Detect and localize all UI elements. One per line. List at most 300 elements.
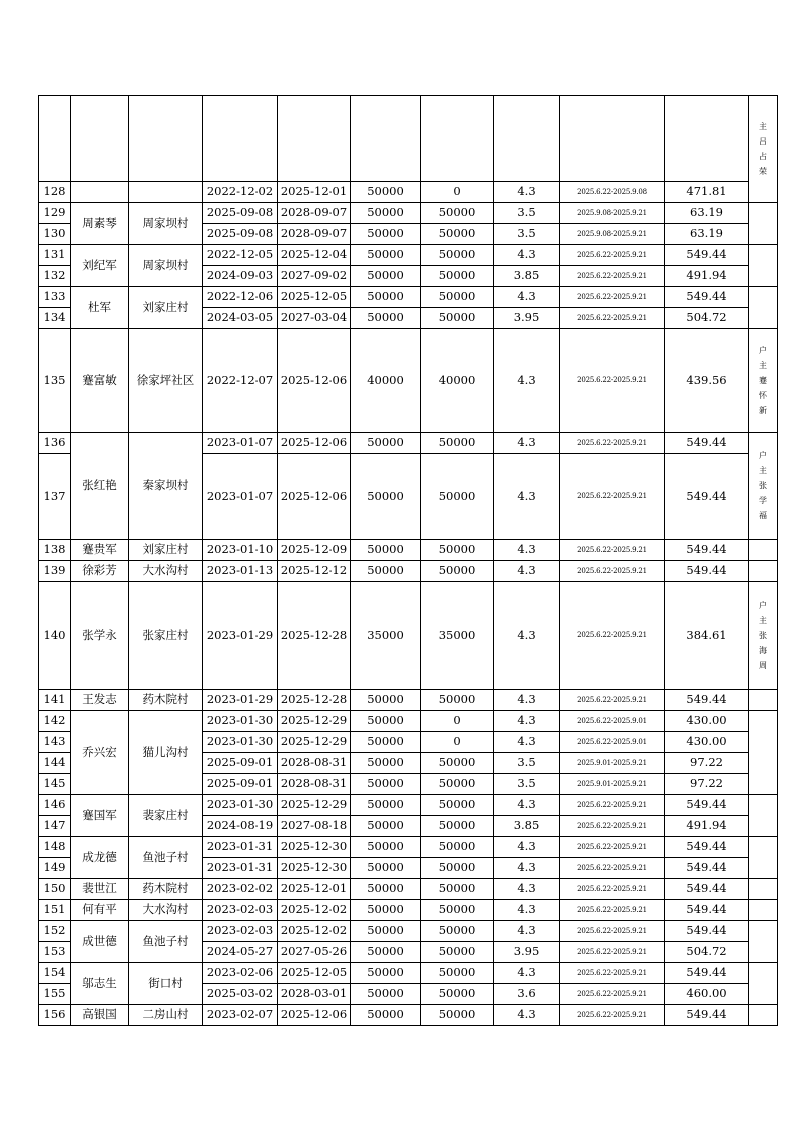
loan-amount: 50000 (351, 433, 421, 454)
row-number: 130 (39, 224, 71, 245)
interest-rate: 3.85 (494, 816, 560, 837)
interest-rate: 3.85 (494, 266, 560, 287)
loan-start-date: 2025-09-01 (203, 774, 278, 795)
loan-end-date: 2025-12-28 (278, 690, 351, 711)
village-name: 鱼池子村 (129, 837, 203, 879)
table-row (39, 329, 778, 433)
loan-amount: 50000 (351, 308, 421, 329)
loan-amount: 50000 (351, 774, 421, 795)
table-row (39, 690, 778, 711)
loan-start-date: 2023-01-10 (203, 540, 278, 561)
loan-start-date: 2024-09-03 (203, 266, 278, 287)
table-row (39, 1005, 778, 1026)
loan-start-date: 2022-12-06 (203, 287, 278, 308)
loan-end-date: 2025-12-05 (278, 963, 351, 984)
loan-start-date: 2025-03-02 (203, 984, 278, 1005)
table-row (39, 203, 778, 224)
loan-balance: 50000 (421, 816, 494, 837)
loan-balance: 50000 (421, 942, 494, 963)
subsidy-period: 2025.6.22-2025.9.21 (560, 963, 665, 984)
borrower-name: 周素琴 (71, 203, 129, 245)
row-number: 141 (39, 690, 71, 711)
loan-start-date: 2023-02-03 (203, 921, 278, 942)
interest-rate: 4.3 (494, 711, 560, 732)
loan-amount: 50000 (351, 837, 421, 858)
borrower-name: 何有平 (71, 900, 129, 921)
subsidy-period: 2025.9.01-2025.9.21 (560, 774, 665, 795)
loan-end-date: 2027-05-26 (278, 942, 351, 963)
row-number: 156 (39, 1005, 71, 1026)
subsidy-amount: 471.81 (665, 182, 749, 203)
loan-end-date: 2025-12-02 (278, 921, 351, 942)
loan-start-date: 2023-01-30 (203, 795, 278, 816)
remark-cell (749, 203, 778, 245)
remark-cell (749, 245, 778, 287)
remark-cell: 户 主 张 学 福 (749, 433, 778, 540)
row-number: 133 (39, 287, 71, 308)
interest-rate: 4.3 (494, 582, 560, 690)
loan-start-date: 2023-01-07 (203, 454, 278, 540)
loan-end-date: 2025-12-09 (278, 540, 351, 561)
village-name (129, 182, 203, 203)
row-number: 131 (39, 245, 71, 266)
loan-end-date: 2025-12-06 (278, 433, 351, 454)
loan-amount: 50000 (351, 561, 421, 582)
loan-amount: 50000 (351, 942, 421, 963)
subsidy-period: 2025.6.22-2025.9.21 (560, 858, 665, 879)
remark-cell (749, 900, 778, 921)
subsidy-period: 2025.6.22-2025.9.21 (560, 287, 665, 308)
borrower-name: 刘纪军 (71, 245, 129, 287)
loan-balance: 50000 (421, 266, 494, 287)
interest-rate: 4.3 (494, 433, 560, 454)
village-name: 鱼池子村 (129, 921, 203, 963)
remark-cell (749, 921, 778, 963)
subsidy-amount: 491.94 (665, 266, 749, 287)
loan-end-date: 2025-12-06 (278, 454, 351, 540)
interest-rate: 4.3 (494, 1005, 560, 1026)
loan-end-date: 2025-12-29 (278, 732, 351, 753)
loan-start-date: 2022-12-05 (203, 245, 278, 266)
subsidy-period: 2025.6.22-2025.9.21 (560, 1005, 665, 1026)
loan-amount: 50000 (351, 858, 421, 879)
row-number: 145 (39, 774, 71, 795)
row-number: 147 (39, 816, 71, 837)
table-row (39, 900, 778, 921)
subsidy-period: 2025.6.22-2025.9.21 (560, 879, 665, 900)
loan-start-date: 2023-02-06 (203, 963, 278, 984)
loan-interest-table (38, 95, 778, 1026)
borrower-name: 张学永 (71, 582, 129, 690)
borrower-name: 乔兴宏 (71, 711, 129, 795)
remark-cell (749, 711, 778, 795)
loan-balance: 50000 (421, 879, 494, 900)
loan-balance: 50000 (421, 245, 494, 266)
loan-start-date: 2023-01-13 (203, 561, 278, 582)
interest-rate: 4.3 (494, 963, 560, 984)
subsidy-amount: 430.00 (665, 732, 749, 753)
loan-amount: 50000 (351, 287, 421, 308)
subsidy-period: 2025.6.22-2025.9.21 (560, 433, 665, 454)
subsidy-period: 2025.9.01-2025.9.21 (560, 753, 665, 774)
village-name: 刘家庄村 (129, 287, 203, 329)
loan-end-date: 2025-12-04 (278, 245, 351, 266)
table-row (39, 711, 778, 732)
subsidy-amount: 549.44 (665, 963, 749, 984)
subsidy-period: 2025.6.22-2025.9.21 (560, 921, 665, 942)
loan-start-date: 2024-08-19 (203, 816, 278, 837)
table-row (39, 540, 778, 561)
loan-end-date: 2027-03-04 (278, 308, 351, 329)
loan-balance: 50000 (421, 900, 494, 921)
loan-balance: 50000 (421, 795, 494, 816)
row-number: 148 (39, 837, 71, 858)
remark-cell (749, 795, 778, 837)
borrower-name: 杜军 (71, 287, 129, 329)
loan-end-date: 2028-09-07 (278, 203, 351, 224)
row-number: 155 (39, 984, 71, 1005)
loan-balance: 50000 (421, 921, 494, 942)
table-row (39, 561, 778, 582)
row-number: 139 (39, 561, 71, 582)
interest-rate: 4.3 (494, 561, 560, 582)
loan-start-date: 2023-01-30 (203, 711, 278, 732)
loan-start-date: 2023-01-30 (203, 732, 278, 753)
subsidy-period: 2025.6.22-2025.9.21 (560, 561, 665, 582)
interest-rate: 4.3 (494, 690, 560, 711)
loan-start-date: 2022-12-02 (203, 182, 278, 203)
loan-balance: 35000 (421, 582, 494, 690)
subsidy-period: 2025.6.22-2025.9.21 (560, 540, 665, 561)
subsidy-amount: 549.44 (665, 690, 749, 711)
loan-balance: 50000 (421, 963, 494, 984)
subsidy-period: 2025.6.22-2025.9.21 (560, 942, 665, 963)
interest-rate: 3.95 (494, 942, 560, 963)
loan-balance: 50000 (421, 224, 494, 245)
row-number: 144 (39, 753, 71, 774)
loan-end-date: 2025-12-29 (278, 795, 351, 816)
interest-rate: 4.3 (494, 795, 560, 816)
loan-amount: 50000 (351, 984, 421, 1005)
loan-end-date: 2025-12-01 (278, 879, 351, 900)
loan-end-date: 2025-12-29 (278, 711, 351, 732)
loan-amount: 50000 (351, 732, 421, 753)
loan-amount: 50000 (351, 900, 421, 921)
subsidy-amount: 549.44 (665, 921, 749, 942)
row-number: 136 (39, 433, 71, 454)
interest-rate: 3.6 (494, 984, 560, 1005)
remark-cell (749, 287, 778, 329)
loan-amount: 35000 (351, 582, 421, 690)
loan-amount: 50000 (351, 921, 421, 942)
loan-balance: 50000 (421, 774, 494, 795)
loan-end-date: 2028-09-07 (278, 224, 351, 245)
table-row-continuation (39, 96, 778, 182)
loan-amount: 50000 (351, 690, 421, 711)
row-number: 151 (39, 900, 71, 921)
interest-rate: 3.5 (494, 753, 560, 774)
borrower-name: 王发志 (71, 690, 129, 711)
loan-amount: 50000 (351, 454, 421, 540)
village-name: 刘家庄村 (129, 540, 203, 561)
table-row (39, 245, 778, 266)
loan-amount: 50000 (351, 816, 421, 837)
loan-balance: 50000 (421, 308, 494, 329)
loan-amount: 50000 (351, 879, 421, 900)
subsidy-amount: 549.44 (665, 1005, 749, 1026)
subsidy-period: 2025.6.22-2025.9.21 (560, 582, 665, 690)
table-row (39, 582, 778, 690)
loan-end-date: 2025-12-30 (278, 837, 351, 858)
village-name: 二房山村 (129, 1005, 203, 1026)
row-number: 128 (39, 182, 71, 203)
remark-cell: 户 主 蹇 怀 新 (749, 329, 778, 433)
loan-amount: 40000 (351, 329, 421, 433)
subsidy-period: 2025.6.22-2025.9.21 (560, 900, 665, 921)
loan-balance: 50000 (421, 753, 494, 774)
subsidy-amount: 549.44 (665, 454, 749, 540)
subsidy-amount: 384.61 (665, 582, 749, 690)
table-row (39, 287, 778, 308)
loan-end-date: 2025-12-02 (278, 900, 351, 921)
loan-end-date: 2025-12-05 (278, 287, 351, 308)
loan-balance: 50000 (421, 837, 494, 858)
row-number: 134 (39, 308, 71, 329)
village-name: 徐家坪社区 (129, 329, 203, 433)
borrower-name: 蹇富敏 (71, 329, 129, 433)
interest-rate: 3.5 (494, 774, 560, 795)
loan-start-date: 2023-01-07 (203, 433, 278, 454)
interest-rate: 4.3 (494, 454, 560, 540)
village-name: 张家庄村 (129, 582, 203, 690)
interest-rate: 4.3 (494, 540, 560, 561)
remark-cell (749, 963, 778, 1005)
village-name: 药木院村 (129, 879, 203, 900)
loan-balance: 0 (421, 732, 494, 753)
loan-balance: 40000 (421, 329, 494, 433)
table-row (39, 837, 778, 858)
borrower-name: 成龙德 (71, 837, 129, 879)
loan-balance: 50000 (421, 561, 494, 582)
interest-rate: 4.3 (494, 245, 560, 266)
interest-rate: 3.95 (494, 308, 560, 329)
subsidy-amount: 549.44 (665, 858, 749, 879)
remark-cell: 主 吕 占 荣 (749, 96, 778, 203)
loan-end-date: 2025-12-01 (278, 182, 351, 203)
village-name: 大水沟村 (129, 900, 203, 921)
subsidy-period: 2025.6.22-2025.9.21 (560, 454, 665, 540)
interest-rate: 4.3 (494, 921, 560, 942)
subsidy-amount: 439.56 (665, 329, 749, 433)
loan-start-date: 2022-12-07 (203, 329, 278, 433)
subsidy-period: 2025.6.22-2025.9.21 (560, 329, 665, 433)
loan-balance: 0 (421, 182, 494, 203)
loan-balance: 50000 (421, 287, 494, 308)
interest-rate: 4.3 (494, 837, 560, 858)
remark-cell (749, 1005, 778, 1026)
subsidy-amount: 549.44 (665, 837, 749, 858)
loan-amount: 50000 (351, 540, 421, 561)
subsidy-amount: 549.44 (665, 900, 749, 921)
subsidy-period: 2025.6.22-2025.9.21 (560, 308, 665, 329)
loan-start-date: 2024-05-27 (203, 942, 278, 963)
subsidy-period: 2025.6.22-2025.9.21 (560, 795, 665, 816)
remark-cell (749, 540, 778, 561)
row-number: 152 (39, 921, 71, 942)
interest-rate: 4.3 (494, 329, 560, 433)
borrower-name: 蹇贵军 (71, 540, 129, 561)
subsidy-amount: 63.19 (665, 224, 749, 245)
borrower-name (71, 182, 129, 203)
subsidy-amount: 549.44 (665, 561, 749, 582)
subsidy-period: 2025.6.22-2025.9.21 (560, 245, 665, 266)
subsidy-amount: 491.94 (665, 816, 749, 837)
table-row (39, 963, 778, 984)
loan-amount: 50000 (351, 245, 421, 266)
subsidy-amount: 97.22 (665, 774, 749, 795)
borrower-name: 裴世江 (71, 879, 129, 900)
subsidy-amount: 549.44 (665, 245, 749, 266)
borrower-name: 成世德 (71, 921, 129, 963)
table-row (39, 795, 778, 816)
interest-rate: 4.3 (494, 732, 560, 753)
remark-cell (749, 879, 778, 900)
loan-end-date: 2028-08-31 (278, 753, 351, 774)
loan-start-date: 2025-09-08 (203, 203, 278, 224)
interest-rate: 4.3 (494, 879, 560, 900)
remark-cell (749, 690, 778, 711)
loan-balance: 50000 (421, 858, 494, 879)
row-number: 153 (39, 942, 71, 963)
loan-start-date: 2023-01-31 (203, 837, 278, 858)
remark-cell: 户 主 张 海 周 (749, 582, 778, 690)
subsidy-amount: 549.44 (665, 540, 749, 561)
row-number: 135 (39, 329, 71, 433)
interest-rate: 4.3 (494, 900, 560, 921)
subsidy-period: 2025.6.22-2025.9.21 (560, 984, 665, 1005)
row-number: 146 (39, 795, 71, 816)
interest-rate: 3.5 (494, 224, 560, 245)
subsidy-period: 2025.6.22-2025.9.21 (560, 837, 665, 858)
loan-amount: 50000 (351, 711, 421, 732)
loan-end-date: 2027-08-18 (278, 816, 351, 837)
subsidy-amount: 97.22 (665, 753, 749, 774)
loan-amount: 50000 (351, 753, 421, 774)
borrower-name: 邬志生 (71, 963, 129, 1005)
subsidy-period: 2025.6.22-2025.9.21 (560, 266, 665, 287)
subsidy-period: 2025.6.22-2025.9.01 (560, 711, 665, 732)
row-number: 129 (39, 203, 71, 224)
interest-rate: 4.3 (494, 858, 560, 879)
subsidy-amount: 460.00 (665, 984, 749, 1005)
village-name: 周家坝村 (129, 203, 203, 245)
subsidy-period: 2025.9.08-2025.9.21 (560, 224, 665, 245)
loan-end-date: 2025-12-28 (278, 582, 351, 690)
loan-amount: 50000 (351, 1005, 421, 1026)
village-name: 裴家庄村 (129, 795, 203, 837)
subsidy-amount: 430.00 (665, 711, 749, 732)
village-name: 秦家坝村 (129, 433, 203, 540)
borrower-name: 蹇国军 (71, 795, 129, 837)
village-name: 猫儿沟村 (129, 711, 203, 795)
loan-amount: 50000 (351, 266, 421, 287)
loan-start-date: 2023-01-29 (203, 582, 278, 690)
subsidy-amount: 63.19 (665, 203, 749, 224)
subsidy-period: 2025.6.22-2025.9.21 (560, 690, 665, 711)
subsidy-period: 2025.6.22-2025.9.01 (560, 732, 665, 753)
subsidy-amount: 504.72 (665, 308, 749, 329)
subsidy-amount: 504.72 (665, 942, 749, 963)
village-name: 大水沟村 (129, 561, 203, 582)
row-number: 140 (39, 582, 71, 690)
row-number: 137 (39, 454, 71, 540)
subsidy-period: 2025.6.22-2025.9.08 (560, 182, 665, 203)
loan-start-date: 2023-02-07 (203, 1005, 278, 1026)
subsidy-period: 2025.6.22-2025.9.21 (560, 816, 665, 837)
table-row (39, 879, 778, 900)
loan-end-date: 2025-12-06 (278, 329, 351, 433)
table-row (39, 182, 778, 203)
loan-balance: 50000 (421, 1005, 494, 1026)
loan-start-date: 2025-09-01 (203, 753, 278, 774)
table-row (39, 921, 778, 942)
row-number: 149 (39, 858, 71, 879)
row-number: 154 (39, 963, 71, 984)
borrower-name: 高银国 (71, 1005, 129, 1026)
loan-start-date: 2025-09-08 (203, 224, 278, 245)
village-name: 药木院村 (129, 690, 203, 711)
loan-balance: 50000 (421, 433, 494, 454)
loan-amount: 50000 (351, 795, 421, 816)
loan-start-date: 2023-01-31 (203, 858, 278, 879)
row-number: 150 (39, 879, 71, 900)
row-number: 132 (39, 266, 71, 287)
loan-end-date: 2028-03-01 (278, 984, 351, 1005)
loan-end-date: 2025-12-30 (278, 858, 351, 879)
loan-start-date: 2023-01-29 (203, 690, 278, 711)
row-number: 142 (39, 711, 71, 732)
interest-rate: 4.3 (494, 182, 560, 203)
loan-balance: 50000 (421, 690, 494, 711)
loan-balance: 0 (421, 711, 494, 732)
borrower-name: 徐彩芳 (71, 561, 129, 582)
loan-amount: 50000 (351, 224, 421, 245)
subsidy-amount: 549.44 (665, 795, 749, 816)
loan-amount: 50000 (351, 182, 421, 203)
village-name: 周家坝村 (129, 245, 203, 287)
loan-balance: 50000 (421, 454, 494, 540)
row-number: 143 (39, 732, 71, 753)
subsidy-amount: 549.44 (665, 879, 749, 900)
borrower-name: 张红艳 (71, 433, 129, 540)
loan-end-date: 2028-08-31 (278, 774, 351, 795)
remark-cell (749, 837, 778, 879)
subsidy-amount: 549.44 (665, 433, 749, 454)
loan-start-date: 2023-02-02 (203, 879, 278, 900)
interest-rate: 4.3 (494, 287, 560, 308)
loan-balance: 50000 (421, 203, 494, 224)
loan-balance: 50000 (421, 540, 494, 561)
loan-end-date: 2027-09-02 (278, 266, 351, 287)
village-name: 街口村 (129, 963, 203, 1005)
interest-rate: 3.5 (494, 203, 560, 224)
loan-amount: 50000 (351, 203, 421, 224)
loan-end-date: 2025-12-06 (278, 1005, 351, 1026)
row-number: 138 (39, 540, 71, 561)
loan-start-date: 2023-02-03 (203, 900, 278, 921)
loan-balance: 50000 (421, 984, 494, 1005)
table-row (39, 433, 778, 454)
